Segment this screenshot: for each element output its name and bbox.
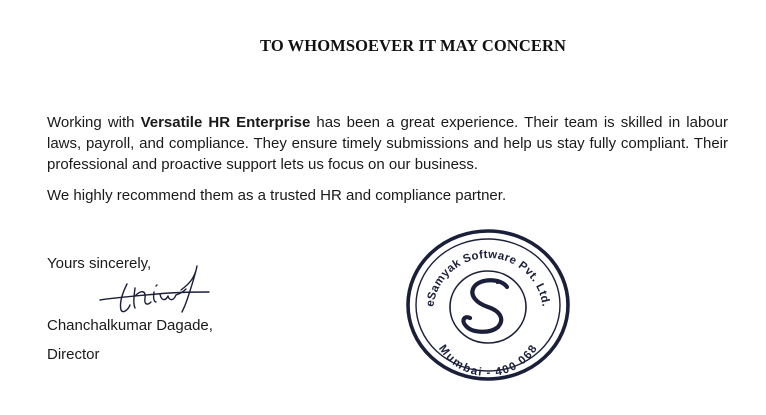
letter-title: TO WHOMSOEVER IT MAY CONCERN: [260, 36, 566, 55]
stamp-top-text: eSamyak Software Pvt. Ltd.: [424, 248, 552, 308]
company-name: Versatile HR Enterprise: [140, 114, 311, 131]
para1-suffix: has been a great experience. Their team is skilled in labour laws, payroll, and compliance. They ensure timely submissions and help us stay fully compliant. Their professional and proactive support lets us focus on our business.: [47, 114, 728, 173]
company-stamp: [404, 227, 572, 382]
body-paragraph-2: We highly recommend them as a trusted HR and compliance partner.: [47, 187, 507, 204]
closing-salutation: Yours sincerely,: [47, 255, 152, 272]
signer-title: Director: [47, 346, 100, 363]
stamp-bottom-text: Mumbai - 400 068: [436, 342, 540, 380]
handwritten-signature: [97, 262, 217, 318]
stamp-logo-s-icon: [463, 280, 507, 332]
body-paragraph-1: [47, 112, 728, 175]
signer-name: Chanchalkumar Dagade,: [47, 317, 213, 334]
para1-prefix: Working with: [47, 114, 141, 131]
